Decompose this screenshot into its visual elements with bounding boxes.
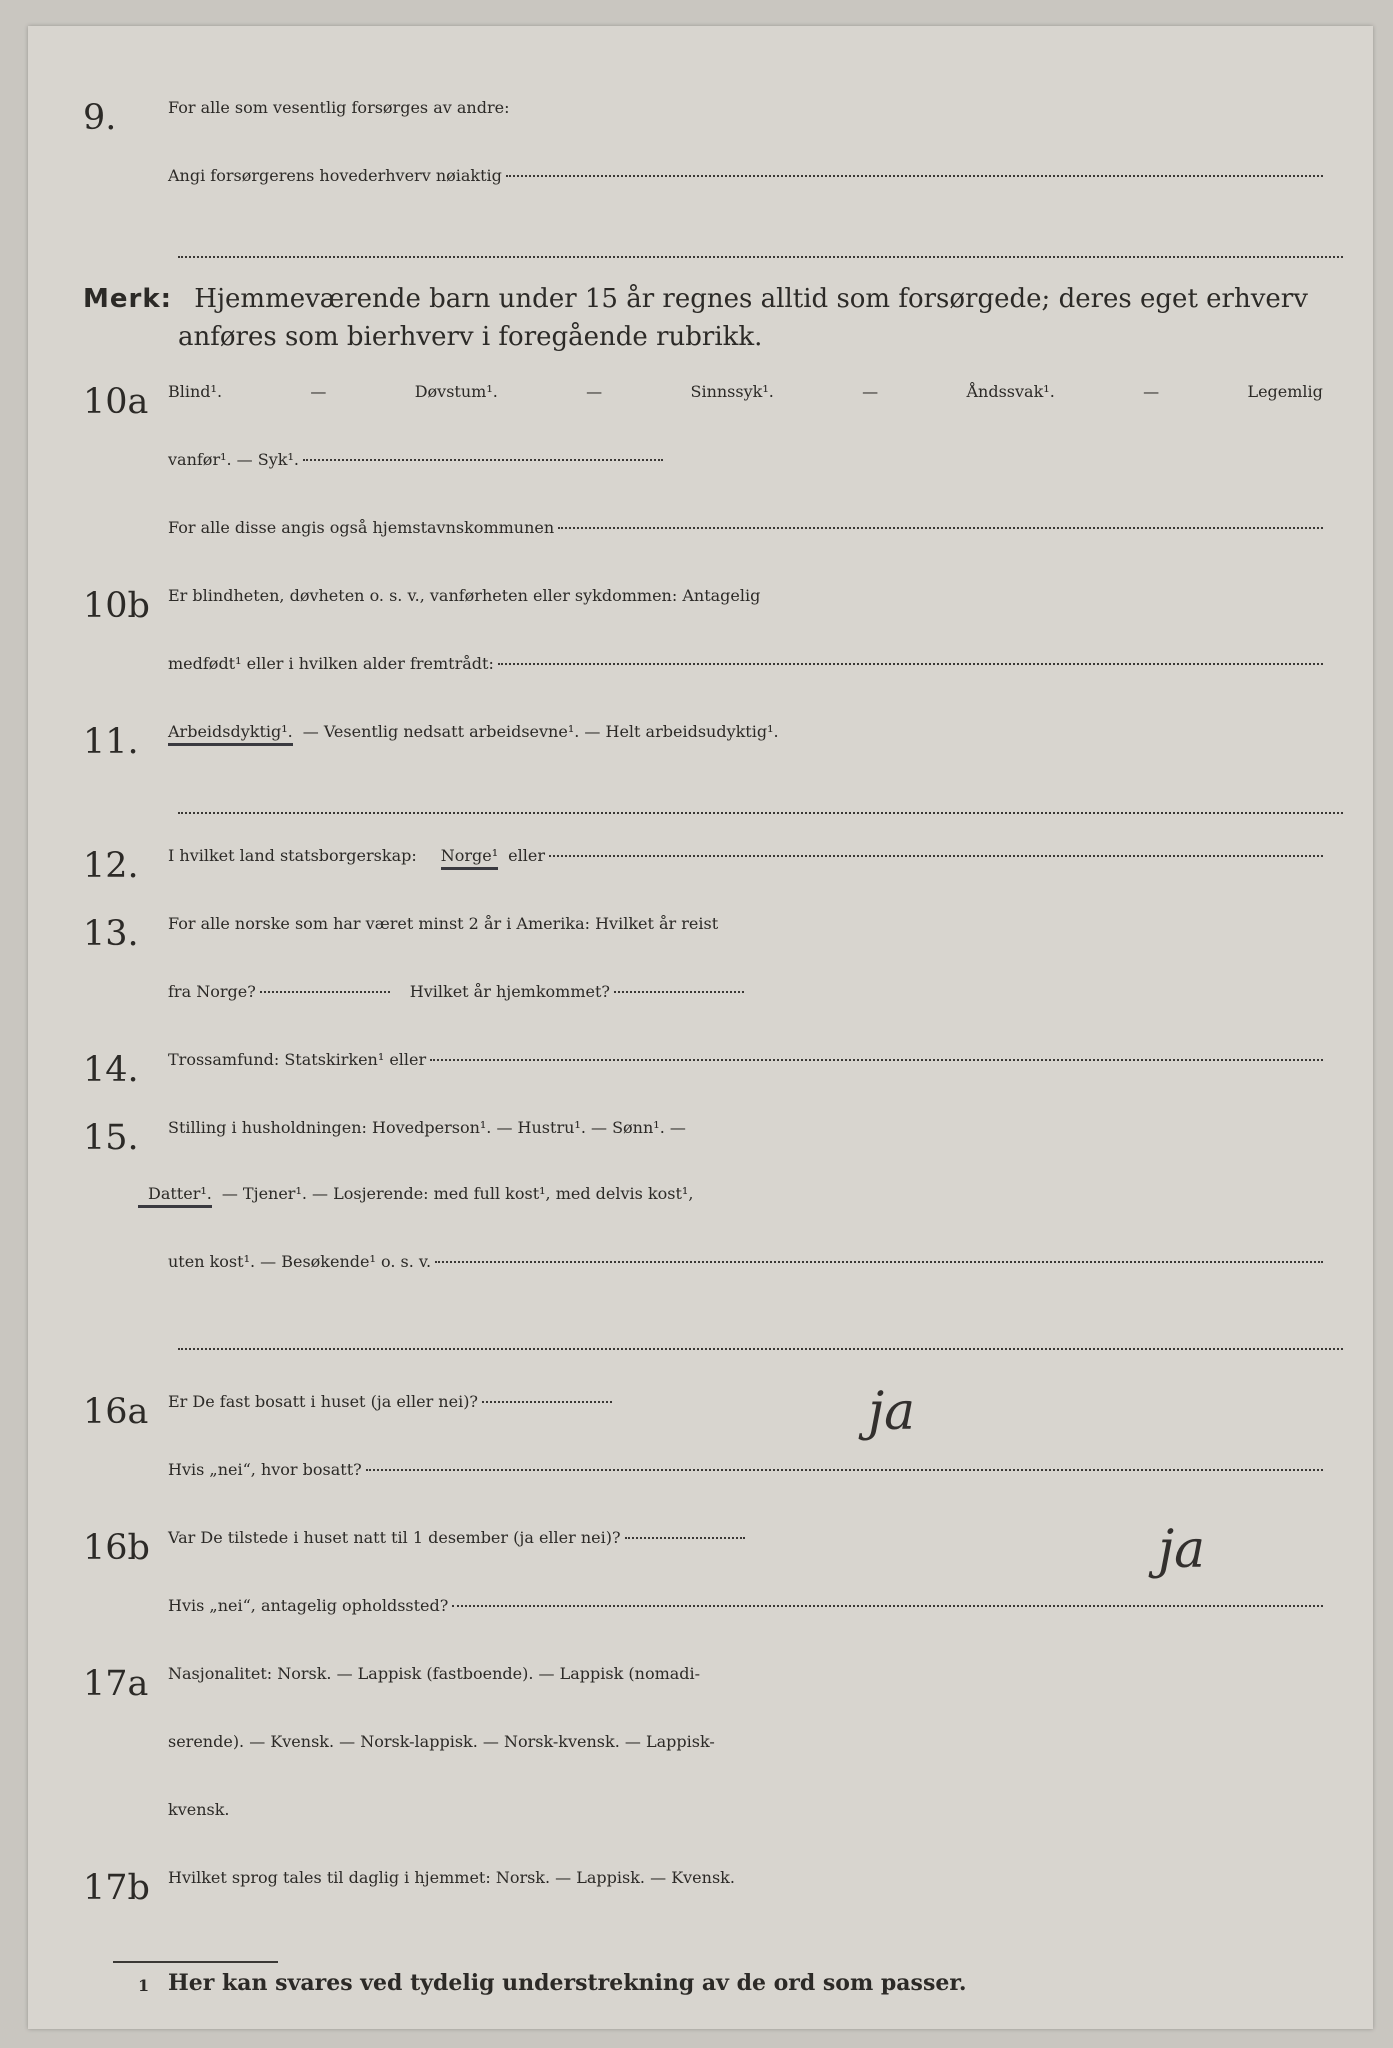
q17a-line2: serende). — Kvensk. — Norsk-lappisk. — Norsk-kvensk. — Lappisk- xyxy=(168,1732,715,1751)
q15-line3: uten kost¹. — Besøkende¹ o. s. v. xyxy=(168,1252,1323,1271)
census-form-page xyxy=(28,26,1373,2029)
q16b-line2: Hvis „nei“, antagelig opholdssted? xyxy=(168,1596,1323,1615)
q14-line1: Trossamfund: Statskirken¹ eller xyxy=(168,1050,1323,1069)
q12-answer-line[interactable] xyxy=(549,855,1323,857)
q15-line1: Stilling i husholdningen: Hovedperson¹. — Hustru¹. — Sønn¹. — xyxy=(168,1118,686,1137)
q15-line2: Datter¹. — Tjener¹. — Losjerende: med full kost¹, med delvis kost¹, xyxy=(168,1184,1323,1208)
q11-number: 11. xyxy=(83,722,139,762)
q10a-answer-line[interactable] xyxy=(303,459,663,461)
q16b-number: 16b xyxy=(83,1528,150,1568)
q9-line1: For alle som vesentlig forsørges av andre: xyxy=(168,98,510,117)
q16b-line1: Var De tilstede i huset natt til 1 desember (ja eller nei)? xyxy=(168,1528,1323,1547)
q9-number: 9. xyxy=(83,98,117,138)
q13-line1: For alle norske som har været minst 2 år i Amerika: Hvilket år reist xyxy=(168,914,719,933)
footnote-rule xyxy=(113,1961,278,1963)
q10b-number: 10b xyxy=(83,586,150,626)
q10a-kommune-line[interactable] xyxy=(558,527,1323,529)
q11-choice-underlined[interactable]: Arbeidsdyktig¹. xyxy=(168,722,293,746)
q14-answer-line[interactable] xyxy=(430,1059,1323,1061)
q13-line2: fra Norge? Hvilket år hjemkommet? xyxy=(168,982,1323,1001)
q16a-bosatt-line[interactable] xyxy=(366,1469,1323,1471)
q17b-line1: Hvilket sprog tales til daglig i hjemmet: Norsk. — Lappisk. — Kvensk. xyxy=(168,1868,735,1887)
footnote-mark: 1 xyxy=(138,1976,150,1995)
q12-choice-underlined[interactable]: Norge¹ xyxy=(441,846,498,870)
q9-line2: Angi forsørgerens hovederhverv nøiaktig xyxy=(168,166,1323,185)
q15-number: 15. xyxy=(83,1118,139,1158)
q17a-line3: kvensk. xyxy=(168,1800,230,1819)
q11-line1: Arbeidsdyktig¹. — Vesentlig nedsatt arbeidsevne¹. — Helt arbeidsudyktig¹. xyxy=(168,722,1323,746)
q12-number: 12. xyxy=(83,846,139,886)
q13-hjemkommet-line[interactable] xyxy=(614,991,744,993)
merk-note: Merk: Hjemmeværende barn under 15 år regnes alltid som forsørgede; deres eget erhverv anføres som bierhverv i foregående rubrikk. xyxy=(83,284,1308,352)
q10a-number: 10a xyxy=(83,382,149,422)
q10a-line3: For alle disse angis også hjemstavnskommunen xyxy=(168,518,1323,537)
q16a-line2: Hvis „nei“, hvor bosatt? xyxy=(168,1460,1323,1479)
q17b-number: 17b xyxy=(83,1868,150,1908)
footnote-text: Her kan svares ved tydelig understrekning av de ord som passer. xyxy=(168,1970,967,1996)
q10a-line1: Blind¹. — Døvstum¹. — Sinnssyk¹. — Åndssvak¹. — Legemlig xyxy=(168,382,1323,401)
q11-answer-line[interactable] xyxy=(178,812,1343,814)
q9-answer-line[interactable] xyxy=(506,175,1323,177)
q10a-line2: vanfør¹. — Syk¹. xyxy=(168,450,1323,469)
merk-label: Merk: xyxy=(83,284,173,314)
q10b-line1: Er blindheten, døvheten o. s. v., vanførheten eller sykdommen: Antagelig xyxy=(168,586,761,605)
q15-answer-line[interactable] xyxy=(435,1261,1323,1263)
q17a-number: 17a xyxy=(83,1664,149,1704)
q14-number: 14. xyxy=(83,1050,139,1090)
q16b-opholdssted-line[interactable] xyxy=(452,1605,1323,1607)
q15-answer-line-2[interactable] xyxy=(178,1348,1343,1350)
q15-choice-underlined[interactable]: Datter¹. xyxy=(138,1184,212,1208)
q16a-line1: Er De fast bosatt i huset (ja eller nei)? xyxy=(168,1392,1323,1411)
q10b-line2: medfødt¹ eller i hvilken alder fremtrådt: xyxy=(168,654,1323,673)
q16a-answer-line[interactable] xyxy=(482,1401,612,1403)
q13-reist-line[interactable] xyxy=(260,991,390,993)
q17a-line1: Nasjonalitet: Norsk. — Lappisk (fastboende). — Lappisk (nomadi- xyxy=(168,1664,701,1683)
q10b-answer-line[interactable] xyxy=(498,663,1323,665)
q16b-handwritten-answer: ja xyxy=(1158,1520,1206,1580)
q12-line1: I hvilket land statsborgerskap: Norge¹ eller xyxy=(168,846,1323,870)
q16a-handwritten-answer: ja xyxy=(868,1382,916,1442)
q13-number: 13. xyxy=(83,914,139,954)
q16b-answer-line[interactable] xyxy=(625,1537,745,1539)
q16a-number: 16a xyxy=(83,1392,149,1432)
q9-answer-line-2[interactable] xyxy=(178,256,1343,258)
